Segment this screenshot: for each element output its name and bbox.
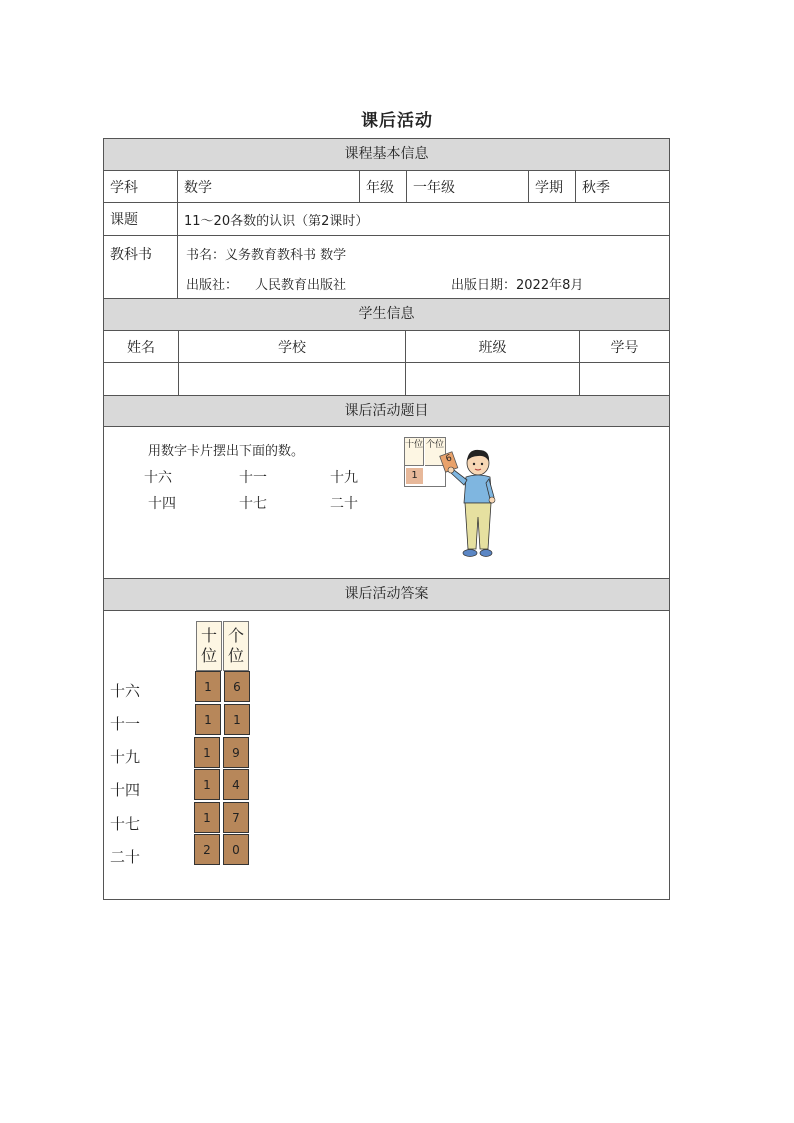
student-class-field	[406, 363, 580, 395]
answer-tens-char-2: 位	[200, 646, 217, 665]
answer-tens-tile-3: 1	[194, 737, 220, 768]
student-col-class: 班级	[406, 331, 580, 362]
answer-ones-tile-6: 0	[223, 834, 249, 865]
textbook-info	[178, 236, 669, 298]
publish-date: 出版日期：2022年8月	[451, 278, 584, 293]
student-info-header	[104, 299, 669, 331]
board-ones-header: 个位	[425, 438, 445, 466]
question-header-text: 课后活动题目	[344, 403, 429, 419]
answer-label-3: 十九	[110, 748, 141, 766]
activity-table	[103, 138, 670, 900]
answer-label-2: 十一	[110, 715, 141, 733]
answer-ones-tile-3: 9	[223, 737, 249, 768]
question-number-6: 二十	[330, 496, 358, 512]
student-col-school: 学校	[179, 331, 406, 362]
answer-tens-tile-4: 1	[194, 769, 220, 800]
answer-tens-char-1: 十	[200, 626, 217, 645]
topic-label: 课题	[104, 203, 178, 235]
term-label: 学期	[529, 171, 576, 202]
subject-value: 数学	[178, 171, 360, 202]
question-number-1: 十六	[144, 470, 172, 486]
topic-row	[104, 203, 669, 236]
course-info-row	[104, 171, 669, 203]
question-instruction: 用数字卡片摆出下面的数。	[148, 444, 305, 459]
book-name: 书名：义务教育教科书 数学	[186, 248, 347, 263]
answer-ones-tile-4: 4	[223, 769, 249, 800]
answer-ones-char-2: 位	[227, 646, 244, 665]
answer-tens-tile-6: 2	[194, 834, 220, 865]
grade-label: 年级	[360, 171, 407, 202]
course-info-header-text: 课程基本信息	[344, 146, 429, 162]
question-number-5: 十七	[239, 496, 267, 512]
student-columns-row	[104, 331, 669, 363]
answer-tens-tile-5: 1	[194, 802, 220, 833]
student-name-field	[104, 363, 179, 395]
subject-label: 学科	[104, 171, 178, 202]
answer-body	[104, 611, 669, 899]
answer-label-1: 十六	[110, 682, 141, 700]
boy-with-card-illustration	[402, 437, 502, 567]
student-info-header-text: 学生信息	[358, 306, 415, 322]
answer-label-5: 十七	[110, 815, 141, 833]
student-blank-row	[104, 363, 669, 396]
question-number-4: 十四	[148, 496, 176, 512]
answer-label-6: 二十	[110, 848, 141, 866]
answer-ones-tile-2: 1	[224, 704, 250, 735]
answer-tens-header	[196, 621, 222, 671]
answer-tens-tile-1: 1	[195, 671, 221, 702]
question-number-3: 十九	[330, 470, 358, 486]
answer-label-4: 十四	[110, 781, 141, 799]
question-number-2: 十一	[239, 470, 267, 486]
term-value: 秋季	[582, 179, 610, 196]
board-tens-card: 1	[406, 468, 423, 484]
textbook-row	[104, 236, 669, 299]
answer-tens-tile-2: 1	[195, 704, 221, 735]
publisher-value: 人民教育出版社	[255, 278, 347, 293]
document-title: 课后活动	[361, 111, 433, 131]
question-body	[104, 427, 669, 579]
grade-value: 一年级	[407, 171, 529, 202]
student-col-name: 姓名	[104, 331, 179, 362]
answer-ones-header	[223, 621, 249, 671]
answer-ones-char-1: 个	[227, 626, 244, 645]
question-header	[104, 396, 669, 427]
student-id-field	[580, 363, 669, 395]
answer-ones-tile-1: 6	[224, 671, 250, 702]
held-card-digit: 6	[444, 453, 454, 465]
answer-ones-tile-5: 7	[223, 802, 249, 833]
course-info-header	[104, 139, 669, 171]
textbook-label: 教科书	[104, 236, 178, 298]
student-col-id: 学号	[610, 339, 639, 356]
publisher-label: 出版社：	[186, 278, 239, 293]
board-tens-header: 十位	[405, 438, 424, 466]
topic-value: 11～20各数的认识（第2课时）	[184, 213, 369, 229]
student-school-field	[179, 363, 406, 395]
answer-header	[104, 579, 669, 611]
answer-header-text: 课后活动答案	[344, 586, 429, 602]
